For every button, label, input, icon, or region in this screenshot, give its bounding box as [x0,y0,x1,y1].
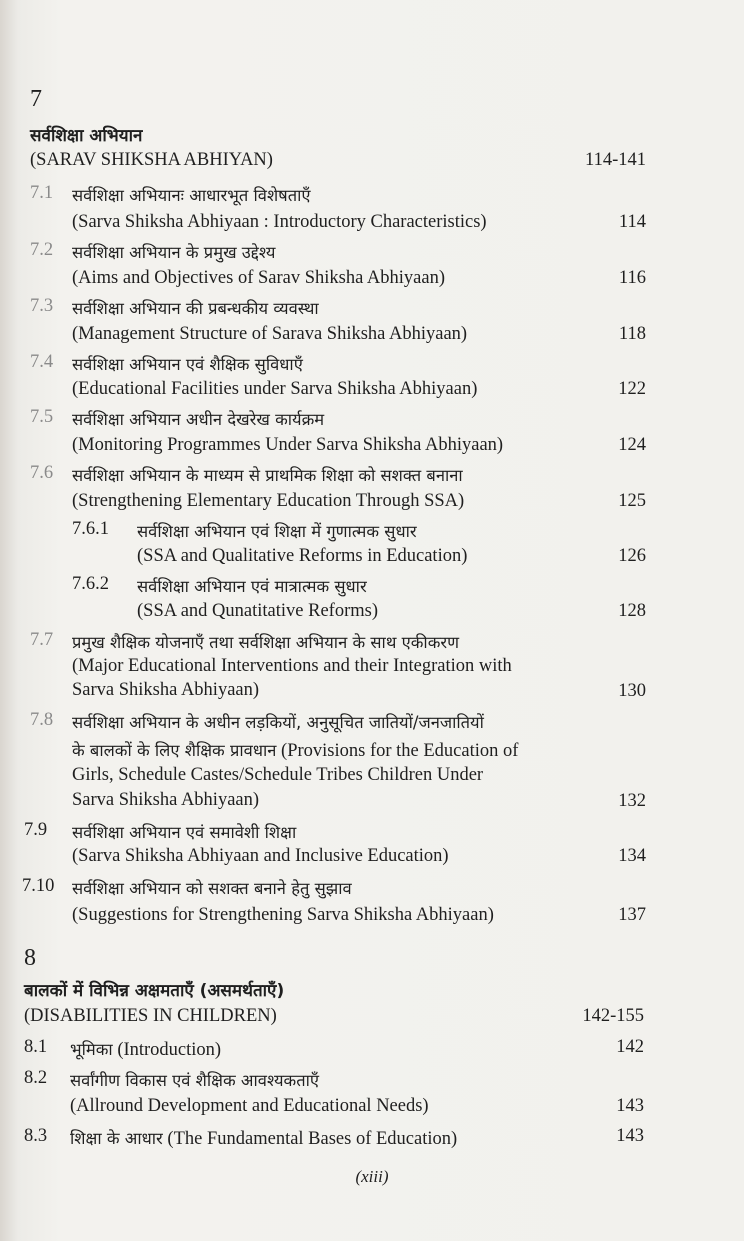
section-7-8-number: 7.8 [30,710,54,730]
section-7-6-2-hindi: सर्वशिक्षा अभियान एवं मात्रात्मक सुधार [137,577,367,596]
section-7-8-page: 132 [618,791,646,811]
section-7-10-english: (Suggestions for Strengthening Sarva Shiksha Abhiyaan) [72,905,494,925]
section-8-3-page: 143 [616,1126,644,1146]
section-7-2-page: 116 [618,268,646,288]
section-8-2-english: (Allround Development and Educational Needs) [70,1096,429,1116]
section-8-2-hindi: सर्वांगीण विकास एवं शैक्षिक आवश्यकताएँ [70,1071,320,1090]
chapter-7-title-hindi: सर्वशिक्षा अभियान [30,126,143,146]
section-7-6-page: 125 [618,491,646,511]
section-7-10-number: 7.10 [22,876,55,896]
section-8-3-hindi: शिक्षा के आधार [70,1129,163,1148]
section-7-4-hindi: सर्वशिक्षा अभियान एवं शैक्षिक सुविधाएँ [72,355,303,374]
section-7-8-english-cont2: Sarva Shiksha Abhiyaan) [72,790,260,810]
section-7-6-english: (Strengthening Elementary Education Through SSA) [72,491,465,511]
section-7-7-hindi: प्रमुख शैक्षिक योजनाएँ तथा सर्वशिक्षा अभियान के साथ एकीकरण [72,633,460,652]
section-7-6-1-hindi: सर्वशिक्षा अभियान एवं शिक्षा में गुणात्मक सुधार [137,522,417,541]
section-7-4-number: 7.4 [30,352,54,372]
section-7-10-hindi: सर्वशिक्षा अभियान को सशक्त बनाने हेतु सुझाव [72,879,352,898]
section-8-1-line [70,1037,221,1061]
section-7-6-number: 7.6 [30,463,54,483]
section-7-9-page: 134 [618,846,646,866]
chapter-8-number: 8 [24,945,36,971]
section-7-6-2-page: 128 [618,601,646,621]
section-7-6-1-page: 126 [618,546,646,566]
chapter-7-number: 7 [30,86,42,112]
chapter-8-title-hindi: बालकों में विभिन्न अक्षमताएँ (असमर्थताएँ) [24,981,285,1001]
section-7-8-hindi: सर्वशिक्षा अभियान के अधीन लड़कियों, अनुसूचित जातियों/जनजातियों [72,713,484,732]
section-7-3-hindi: सर्वशिक्षा अभियान की प्रबन्धकीय व्यवस्था [72,299,319,318]
section-7-6-2-english: (SSA and Qunatitative Reforms) [137,601,378,621]
section-7-7-number: 7.7 [30,630,54,650]
section-7-1-hindi: सर्वशिक्षा अभियानः आधारभूत विशेषताएँ [72,186,311,205]
page-footer-number: (xiii) [355,1167,389,1186]
section-8-1-english: (Introduction) [117,1040,222,1060]
section-8-2-number: 8.2 [24,1068,48,1088]
section-7-8-hindi-cont: के बालकों के लिए शैक्षिक प्रावधान [72,741,277,760]
section-7-9-english: (Sarva Shiksha Abhiyaan and Inclusive Education) [72,846,449,866]
section-7-5-hindi: सर्वशिक्षा अभियान अधीन देखरेख कार्यक्रम [72,410,325,429]
section-7-2-hindi: सर्वशिक्षा अभियान के प्रमुख उद्देश्य [72,243,276,262]
section-7-6-2-number: 7.6.2 [72,574,109,594]
section-8-3-number: 8.3 [24,1126,48,1146]
section-7-8-line2 [72,738,518,762]
section-7-3-english: (Management Structure of Sarava Shiksha Abhiyaan) [72,324,468,344]
section-7-4-page: 122 [618,379,646,399]
section-7-6-hindi: सर्वशिक्षा अभियान के माध्यम से प्राथमिक शिक्षा को सशक्त बनाना [72,466,463,485]
section-8-1-hindi: भूमिका [70,1040,113,1059]
section-7-6-1-english: (SSA and Qualitative Reforms in Education) [137,546,468,566]
section-8-1-page: 142 [616,1037,644,1057]
section-7-9-hindi: सर्वशिक्षा अभियान एवं समावेशी शिक्षा [72,823,297,842]
section-7-8-english-cont: Girls, Schedule Castes/Schedule Tribes Children Under [72,765,484,785]
section-7-1-english: (Sarva Shiksha Abhiyaan : Introductory Characteristics) [72,212,487,232]
section-7-5-page: 124 [618,435,646,455]
chapter-7-title-english: (SARAV SHIKSHA ABHIYAN) [30,150,273,170]
section-7-3-number: 7.3 [30,296,54,316]
section-7-5-english: (Monitoring Programmes Under Sarva Shiksha Abhiyaan) [72,435,504,455]
section-7-6-1-number: 7.6.1 [72,519,109,539]
section-8-3-line [70,1126,457,1150]
section-7-7-english-cont: Sarva Shiksha Abhiyaan) [72,680,260,700]
section-7-10-page: 137 [618,905,646,925]
section-7-7-english: (Major Educational Interventions and their Integration with [72,656,512,676]
section-7-2-english: (Aims and Objectives of Sarav Shiksha Abhiyaan) [72,268,446,288]
chapter-7-page-range: 114-141 [585,150,646,170]
section-7-5-number: 7.5 [30,407,54,427]
section-7-1-page: 114 [618,212,646,232]
section-8-3-english: (The Fundamental Bases of Education) [167,1129,458,1149]
section-7-4-english: (Educational Facilities under Sarva Shiksha Abhiyaan) [72,379,478,399]
section-8-1-number: 8.1 [24,1037,48,1057]
section-7-7-page: 130 [618,681,646,701]
section-7-9-number: 7.9 [24,820,48,840]
section-7-2-number: 7.2 [30,240,54,260]
section-7-1-number: 7.1 [30,183,54,203]
section-8-2-page: 143 [616,1096,644,1116]
chapter-8-title-english: (DISABILITIES IN CHILDREN) [24,1006,277,1026]
section-7-8-english: (Provisions for the Education of [281,741,519,761]
chapter-8-page-range: 142-155 [582,1006,644,1026]
section-7-3-page: 118 [618,324,646,344]
